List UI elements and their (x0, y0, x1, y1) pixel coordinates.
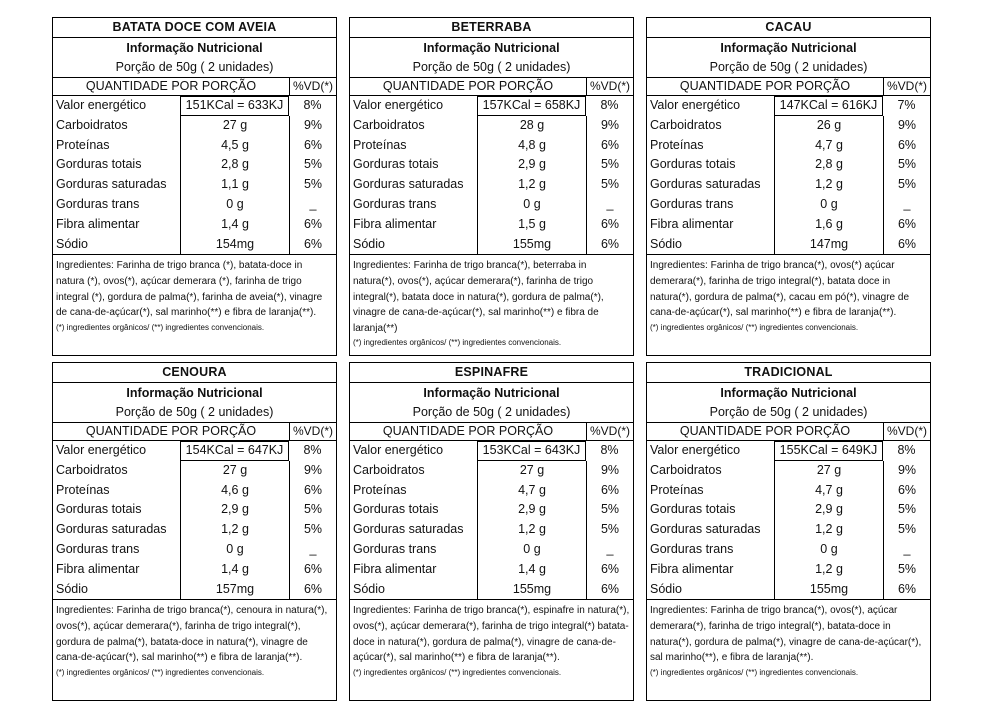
ingredients-text: Ingredientes: Farinha de trigo branca(*), beterraba in natura(*), ovos(*), açúcar demerara(*), farinha de trigo integral(*), batata doce in natura(*), gordura de palma(*), vinagre de cana-de-açúcar(*), sal marinho(**) e fibra de laranja(**) (353, 260, 604, 334)
table-row (647, 195, 930, 215)
nutrient-amount: 2,9 g (478, 155, 587, 175)
nutrient-label: Gorduras totais (53, 500, 181, 520)
table-header (647, 422, 930, 441)
nutrient-vd: _ (903, 541, 911, 556)
quantity-header: QUANTIDADE POR PORÇÃO (53, 423, 290, 440)
vd-header: %VD(*) (886, 79, 927, 93)
table-row (53, 520, 336, 540)
nutrient-label: Carboidratos (53, 461, 181, 481)
info-heading: Informação Nutricional (126, 386, 263, 400)
nutrient-amount: 1,4 g (181, 215, 290, 235)
table-row (350, 155, 633, 175)
ingredients-box (350, 254, 633, 336)
nutrient-amount: 157KCal = 658KJ (478, 96, 586, 116)
nutrient-vd: 6% (303, 581, 323, 596)
nutrient-amount: 27 g (775, 461, 884, 481)
nutrient-vd: 6% (897, 482, 917, 497)
table-row (350, 116, 633, 136)
nutrient-amount: 4,6 g (181, 481, 290, 501)
nutrient-vd: 6% (897, 216, 917, 231)
table-row (647, 136, 930, 156)
nutrient-vd: 6% (303, 216, 323, 231)
nutrient-label: Gorduras trans (647, 195, 775, 215)
nutrient-vd: 5% (897, 502, 917, 517)
table-row (350, 580, 633, 600)
table-row (350, 520, 633, 540)
nutrient-label: Carboidratos (350, 461, 478, 481)
table-row (647, 441, 930, 461)
nutrient-vd: 5% (600, 502, 620, 517)
nutrient-label: Sódio (53, 235, 181, 255)
nutrient-amount: 154mg (181, 235, 290, 255)
nutrient-vd: 8% (303, 98, 322, 112)
nutrient-amount: 147KCal = 616KJ (775, 96, 883, 116)
table-row (350, 175, 633, 195)
nutrient-rows (53, 96, 336, 254)
info-heading: Informação Nutricional (126, 41, 263, 55)
table-row (53, 215, 336, 235)
nutrient-label: Sódio (647, 235, 775, 255)
table-row (350, 540, 633, 560)
nutrient-label: Gorduras saturadas (350, 175, 478, 195)
nutrient-vd: 5% (600, 157, 620, 172)
table-header (647, 77, 930, 96)
nutrient-vd: 6% (897, 236, 917, 251)
nutrient-label: Fibra alimentar (647, 560, 775, 580)
nutrient-amount: 0 g (478, 540, 587, 560)
portion-size: Porção de 50g ( 2 unidades) (115, 405, 274, 419)
portion-size: Porção de 50g ( 2 unidades) (115, 60, 274, 74)
nutrient-amount: 4,7 g (775, 481, 884, 501)
nutrient-vd: 5% (600, 177, 620, 192)
footnote: (*) ingredientes orgânicos/ (**) ingredientes convencionais. (56, 322, 265, 332)
nutrient-label: Fibra alimentar (53, 560, 181, 580)
nutrient-label: Sódio (350, 580, 478, 600)
table-row (350, 195, 633, 215)
vd-header: %VD(*) (886, 424, 927, 438)
nutrient-amount: 1,2 g (775, 520, 884, 540)
ingredients-box (647, 599, 930, 665)
nutrient-label: Gorduras trans (647, 540, 775, 560)
table-header (350, 77, 633, 96)
nutrient-amount: 0 g (181, 195, 290, 215)
nutrient-label: Carboidratos (647, 116, 775, 136)
nutrient-vd: 6% (600, 561, 620, 576)
nutrient-amount: 26 g (775, 116, 884, 136)
panel-title: BATATA DOCE COM AVEIA (53, 18, 336, 38)
nutrient-label: Proteínas (53, 136, 181, 156)
nutrient-amount: 153KCal = 643KJ (478, 441, 586, 461)
table-row (350, 96, 633, 116)
nutrition-panel (52, 362, 337, 701)
nutrient-amount: 0 g (775, 540, 884, 560)
nutrient-amount: 155mg (775, 580, 884, 600)
nutrient-label: Gorduras trans (53, 540, 181, 560)
table-row (350, 481, 633, 501)
table-row (53, 461, 336, 481)
nutrient-vd: 5% (897, 157, 917, 172)
nutrient-vd: 8% (303, 443, 322, 457)
nutrient-label: Valor energético (350, 441, 478, 461)
table-row (53, 560, 336, 580)
nutrient-amount: 1,2 g (181, 520, 290, 540)
nutrient-label: Sódio (53, 580, 181, 600)
nutrient-amount: 27 g (181, 116, 290, 136)
nutrient-label: Valor energético (350, 96, 478, 116)
nutrient-label: Fibra alimentar (647, 215, 775, 235)
table-row (647, 481, 930, 501)
quantity-header: QUANTIDADE POR PORÇÃO (350, 78, 587, 95)
nutrient-label: Fibra alimentar (350, 215, 478, 235)
nutrient-amount: 1,1 g (181, 175, 290, 195)
nutrient-amount: 4,8 g (478, 136, 587, 156)
nutrient-label: Proteínas (350, 136, 478, 156)
nutrient-label: Carboidratos (647, 461, 775, 481)
nutrient-amount: 27 g (478, 461, 587, 481)
table-row (647, 175, 930, 195)
table-row (350, 560, 633, 580)
nutrient-amount: 155mg (478, 235, 587, 255)
nutrition-panel (349, 17, 634, 356)
table-row (350, 441, 633, 461)
portion-size: Porção de 50g ( 2 unidades) (412, 60, 571, 74)
ingredients-box (647, 254, 930, 320)
portion-size: Porção de 50g ( 2 unidades) (709, 60, 868, 74)
nutrient-amount: 154KCal = 647KJ (181, 441, 289, 461)
ingredients-box (350, 599, 633, 665)
table-row (53, 155, 336, 175)
nutrient-vd: 6% (897, 137, 917, 152)
nutrient-vd: 9% (600, 462, 620, 477)
nutrient-label: Gorduras totais (53, 155, 181, 175)
nutrient-label: Gorduras totais (647, 155, 775, 175)
table-header (53, 77, 336, 96)
nutrient-label: Gorduras saturadas (647, 175, 775, 195)
ingredients-text: Ingredientes: Farinha de trigo branca(*), cenoura in natura(*), ovos(*), açúcar demerara(*), farinha de trigo integral(*), gordura de palma(*), batata-doce in natura(*), vinagre de cana-de-açúcar(*), sal marinho(**) e fibra de laranja(**). (56, 605, 328, 664)
table-row (647, 540, 930, 560)
nutrient-amount: 157mg (181, 580, 290, 600)
nutrient-label: Proteínas (53, 481, 181, 501)
nutrient-amount: 147mg (775, 235, 884, 255)
table-row (647, 461, 930, 481)
nutrient-vd: 6% (600, 236, 620, 251)
panel-title: ESPINAFRE (350, 363, 633, 383)
nutrient-vd: 7% (897, 98, 916, 112)
nutrient-amount: 155mg (478, 580, 587, 600)
nutrient-label: Gorduras saturadas (53, 175, 181, 195)
panel-title: BETERRABA (350, 18, 633, 38)
table-row (647, 235, 930, 255)
nutrient-vd: 8% (600, 98, 619, 112)
nutrient-vd: 9% (303, 117, 323, 132)
quantity-header: QUANTIDADE POR PORÇÃO (53, 78, 290, 95)
table-row (350, 461, 633, 481)
nutrient-amount: 155KCal = 649KJ (775, 441, 883, 461)
nutrient-label: Proteínas (647, 136, 775, 156)
info-heading: Informação Nutricional (423, 41, 560, 55)
table-header (53, 422, 336, 441)
nutrient-vd: 5% (303, 522, 323, 537)
vd-header: %VD(*) (589, 424, 630, 438)
nutrient-amount: 1,5 g (478, 215, 587, 235)
nutrient-amount: 4,5 g (181, 136, 290, 156)
panel-title: CACAU (647, 18, 930, 38)
vd-header: %VD(*) (292, 79, 333, 93)
nutrient-vd: 5% (897, 561, 917, 576)
nutrient-amount: 1,4 g (478, 560, 587, 580)
nutrient-amount: 4,7 g (775, 136, 884, 156)
vd-header: %VD(*) (292, 424, 333, 438)
table-row (647, 580, 930, 600)
nutrition-panel (646, 17, 931, 356)
table-row (350, 235, 633, 255)
nutrient-vd: 9% (897, 462, 917, 477)
nutrient-vd: 6% (303, 561, 323, 576)
table-row (647, 155, 930, 175)
nutrient-amount: 0 g (478, 195, 587, 215)
table-row (53, 116, 336, 136)
nutrient-amount: 0 g (775, 195, 884, 215)
nutrient-amount: 4,7 g (478, 481, 587, 501)
info-heading: Informação Nutricional (423, 386, 560, 400)
nutrient-vd: 6% (897, 581, 917, 596)
nutrient-vd: 9% (600, 117, 620, 132)
nutrient-vd: 5% (897, 522, 917, 537)
nutrient-amount: 1,2 g (478, 175, 587, 195)
nutrient-vd: 5% (303, 157, 323, 172)
nutrient-label: Valor energético (647, 441, 775, 461)
ingredients-text: Ingredientes: Farinha de trigo branca (*), batata-doce in natura (*), ovos(*), açúcar demerara (*), farinha de trigo integral (*), gordura de palma(*), farinha de aveia(*), vinagre de cana-de-açúcar(*), sal marinho(**) e fibra de laranja(**). (56, 260, 323, 319)
nutrient-vd: 6% (600, 137, 620, 152)
nutrient-label: Gorduras saturadas (53, 520, 181, 540)
panel-title: CENOURA (53, 363, 336, 383)
nutrient-amount: 27 g (181, 461, 290, 481)
table-row (53, 481, 336, 501)
nutrient-vd: _ (606, 196, 614, 211)
nutrient-rows (647, 441, 930, 599)
nutrient-vd: 5% (303, 177, 323, 192)
nutrient-label: Valor energético (647, 96, 775, 116)
nutrient-vd: _ (309, 541, 317, 556)
table-row (647, 215, 930, 235)
table-row (53, 580, 336, 600)
nutrient-label: Gorduras totais (647, 500, 775, 520)
nutrient-amount: 2,9 g (181, 500, 290, 520)
table-row (350, 500, 633, 520)
table-row (53, 235, 336, 255)
table-row (647, 520, 930, 540)
table-row (53, 500, 336, 520)
footnote: (*) ingredientes orgânicos/ (**) ingredientes convencionais. (353, 338, 562, 348)
nutrient-label: Gorduras saturadas (647, 520, 775, 540)
nutrient-vd: _ (309, 196, 317, 211)
nutrient-vd: 5% (600, 522, 620, 537)
footnote: (*) ingredientes orgânicos/ (**) ingredientes convencionais. (353, 667, 562, 677)
nutrient-label: Sódio (647, 580, 775, 600)
table-row (647, 500, 930, 520)
nutrient-amount: 2,8 g (181, 155, 290, 175)
table-row (53, 540, 336, 560)
nutrient-vd: 9% (303, 462, 323, 477)
nutrient-vd: _ (606, 541, 614, 556)
nutrient-label: Proteínas (647, 481, 775, 501)
nutrient-label: Gorduras totais (350, 155, 478, 175)
nutrient-amount: 2,9 g (775, 500, 884, 520)
info-heading: Informação Nutricional (720, 386, 857, 400)
vd-header: %VD(*) (589, 79, 630, 93)
nutrient-amount: 1,2 g (775, 175, 884, 195)
nutrient-label: Gorduras trans (350, 540, 478, 560)
nutrient-amount: 151KCal = 633KJ (181, 96, 289, 116)
nutrient-label: Proteínas (350, 481, 478, 501)
nutrition-panel (646, 362, 931, 701)
portion-size: Porção de 50g ( 2 unidades) (709, 405, 868, 419)
info-heading: Informação Nutricional (720, 41, 857, 55)
table-row (647, 560, 930, 580)
nutrient-amount: 1,2 g (775, 560, 884, 580)
table-row (350, 136, 633, 156)
nutrient-vd: 6% (600, 216, 620, 231)
table-row (53, 441, 336, 461)
nutrient-vd: _ (903, 196, 911, 211)
nutrient-label: Fibra alimentar (350, 560, 478, 580)
table-row (53, 136, 336, 156)
nutrient-label: Carboidratos (350, 116, 478, 136)
nutrient-label: Fibra alimentar (53, 215, 181, 235)
footnote: (*) ingredientes orgânicos/ (**) ingredientes convencionais. (650, 322, 859, 332)
panel-title: TRADICIONAL (647, 363, 930, 383)
nutrient-vd: 8% (600, 443, 619, 457)
nutrient-amount: 28 g (478, 116, 587, 136)
ingredients-text: Ingredientes: Farinha de trigo branca(*), ovos(*) açúcar demerara(*), farinha de trigo integral(*), batata doce in natura(*), gordura de palma(*), cacau em pó(*), vinagre de cana-de-açúcar(*), sal marinho(**) e fibra de laranja(**). (650, 260, 910, 319)
nutrient-label: Gorduras trans (53, 195, 181, 215)
nutrient-rows (350, 96, 633, 254)
table-row (647, 116, 930, 136)
nutrient-vd: 8% (897, 443, 916, 457)
nutrient-rows (53, 441, 336, 599)
nutrient-vd: 6% (600, 482, 620, 497)
ingredients-box (53, 254, 336, 320)
nutrient-amount: 1,6 g (775, 215, 884, 235)
quantity-header: QUANTIDADE POR PORÇÃO (350, 423, 587, 440)
nutrient-label: Gorduras trans (350, 195, 478, 215)
nutrient-label: Sódio (350, 235, 478, 255)
nutrient-label: Carboidratos (53, 116, 181, 136)
nutrition-panel (349, 362, 634, 701)
nutrient-amount: 1,2 g (478, 520, 587, 540)
table-row (647, 96, 930, 116)
nutrient-vd: 9% (897, 117, 917, 132)
nutrient-vd: 6% (303, 236, 323, 251)
portion-size: Porção de 50g ( 2 unidades) (412, 405, 571, 419)
nutrient-rows (350, 441, 633, 599)
footnote: (*) ingredientes orgânicos/ (**) ingredientes convencionais. (56, 667, 265, 677)
nutrient-vd: 5% (897, 177, 917, 192)
table-row (350, 215, 633, 235)
nutrient-amount: 0 g (181, 540, 290, 560)
quantity-header: QUANTIDADE POR PORÇÃO (647, 423, 884, 440)
nutrient-label: Gorduras saturadas (350, 520, 478, 540)
nutrient-label: Valor energético (53, 96, 181, 116)
nutrient-rows (647, 96, 930, 254)
nutrient-amount: 2,9 g (478, 500, 587, 520)
nutrient-vd: 6% (600, 581, 620, 596)
quantity-header: QUANTIDADE POR PORÇÃO (647, 78, 884, 95)
nutrient-amount: 2,8 g (775, 155, 884, 175)
table-header (350, 422, 633, 441)
nutrient-label: Gorduras totais (350, 500, 478, 520)
table-row (53, 195, 336, 215)
nutrient-vd: 6% (303, 482, 323, 497)
table-row (53, 175, 336, 195)
nutrient-vd: 6% (303, 137, 323, 152)
nutrition-panel (52, 17, 337, 356)
footnote: (*) ingredientes orgânicos/ (**) ingredientes convencionais. (650, 667, 859, 677)
ingredients-text: Ingredientes: Farinha de trigo branca(*), ovos(*), açúcar demerara(*), farinha de trigo integral(*), batata-doce in natura(*), gordura de palma(*), vinagre de cana-de-açúcar(*), sal marinho(**), e fibra de laranja(**). (650, 605, 922, 664)
table-row (53, 96, 336, 116)
ingredients-text: Ingredientes: Farinha de trigo branca(*), espinafre in natura(*), ovos(*), açúcar demerara(*), farinha de trigo integral(*) batata-doce in natura(*), gordura de palma(*), vinagre de cana-de-açúcar(*), sal marinho(**) e fibra de laranja(**). (353, 605, 630, 664)
nutrient-amount: 1,4 g (181, 560, 290, 580)
nutrient-vd: 5% (303, 502, 323, 517)
ingredients-box (53, 599, 336, 665)
nutrient-label: Valor energético (53, 441, 181, 461)
